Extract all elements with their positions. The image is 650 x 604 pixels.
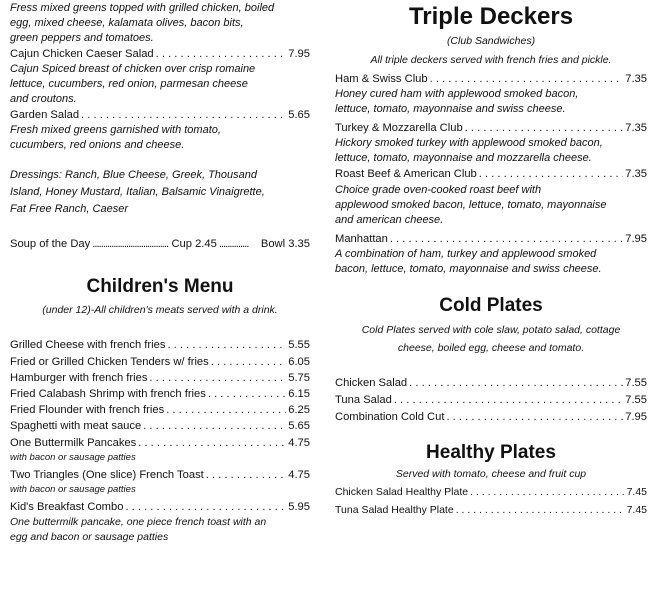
item-price: 5.75: [288, 371, 310, 384]
cold-note: [335, 321, 647, 357]
item-desc: [335, 136, 647, 166]
item-name: Grilled Cheese with french fries: [10, 339, 166, 352]
item-desc: with bacon or sausage patties: [10, 484, 136, 496]
dot-leader: [138, 435, 286, 451]
menu-item: [335, 231, 647, 247]
desc-line: Fress mixed greens topped with grilled chicken, boiled: [10, 2, 275, 14]
item-name: Two Triangles (One slice) French Toast: [10, 468, 204, 481]
item-name: Combination Cold Cut: [335, 411, 445, 424]
desc-line: egg, mixed cheese, kalamata olives, bacon bits,: [10, 17, 244, 29]
desc-line: green peppers and tomatoes.: [10, 32, 154, 44]
menu-item: [335, 375, 647, 391]
desc-line: Hickory smoked turkey with applewood smoked bacon,: [335, 137, 603, 150]
item-price: 7.55: [625, 394, 647, 407]
item-price: 5.95: [288, 501, 310, 514]
desc-line: egg and bacon or sausage patties: [10, 530, 169, 543]
dot-leader: [470, 484, 624, 500]
children-items: [10, 337, 310, 544]
section-title-children: Children's Menu: [86, 276, 234, 298]
item-desc: [335, 87, 647, 117]
desc-line: and american cheese.: [335, 213, 444, 226]
item-desc: [335, 183, 647, 228]
item-price: 7.35: [625, 73, 647, 85]
dot-leader: [81, 107, 286, 123]
desc-line: applewood smoked bacon, lettuce, tomato, mayonnaise: [335, 198, 607, 211]
children-subtitle: (under 12)-All children's meats served with a drink.: [42, 304, 278, 317]
dot-leader: [156, 46, 287, 62]
dot-leader: [456, 502, 625, 518]
desc-line: and croutons.: [10, 93, 77, 106]
desc-line: lettuce, tomato, mayonnaise and mozzarella cheese.: [335, 152, 592, 165]
triple-subtitle: (Club Sandwiches): [446, 35, 536, 47]
item-price: 7.35: [625, 168, 647, 181]
dot-leader: [167, 337, 286, 353]
desc-line: A combination of ham, turkey and applewood smoked: [335, 247, 597, 260]
dot-leader: [208, 386, 286, 402]
desc-line: Cold Plates served with cole slaw, potato salad, cottage: [361, 323, 621, 336]
left-column: [10, 0, 310, 544]
salad-intro-desc: [10, 1, 310, 46]
cajun-salad-desc: [10, 62, 310, 107]
menu-item-cajun-salad: [10, 46, 310, 62]
menu-item: [335, 71, 647, 87]
item-price: 4.75: [288, 436, 310, 449]
item-price: 5.65: [288, 109, 310, 122]
item-name: Spaghetti with meat sauce: [10, 420, 142, 433]
menu-item: [10, 386, 310, 402]
item-name: One Buttermilk Pancakes: [10, 436, 137, 449]
menu-item: [10, 418, 310, 434]
desc-line: cheese, boiled egg, cheese and tomato.: [397, 341, 585, 354]
dot-leader: [206, 467, 286, 483]
healthy-note: Served with tomato, cheese and fruit cup: [395, 468, 587, 481]
item-name: Fried Flounder with french fries: [10, 404, 165, 417]
item-name: Chicken Salad Healthy Plate: [335, 486, 469, 499]
item-price-cup: Cup 2.45: [171, 238, 217, 251]
menu-item: [10, 402, 310, 418]
triple-items: [335, 71, 647, 277]
dot-leader: [219, 236, 259, 252]
dot-leader: [479, 166, 623, 182]
cold-items: [335, 375, 647, 426]
dot-leader: [211, 354, 286, 370]
right-column: [335, 0, 647, 518]
desc-line: Island, Honey Mustard, Italian, Balsamic Vinaigrette,: [10, 186, 265, 199]
desc-line: Fat Free Ranch, Caeser: [10, 203, 128, 216]
healthy-items: [335, 484, 647, 517]
item-name: Ham & Swiss Club: [335, 73, 428, 85]
desc-line: Honey cured ham with applewood smoked bacon,: [335, 88, 579, 101]
item-price: 7.95: [288, 48, 310, 60]
dressings-list: [10, 167, 310, 218]
item-price: 7.55: [625, 376, 647, 389]
item-name: Fried or Grilled Chicken Tenders w/ fries: [10, 355, 209, 368]
item-price: 5.65: [288, 420, 310, 433]
menu-item: [10, 499, 310, 515]
item-name: Turkey & Mozzarella Club: [335, 122, 463, 135]
desc-line: lettuce, cucumbers, red onion, parmesan cheese: [10, 78, 248, 91]
item-price: 7.95: [625, 232, 647, 245]
dot-leader: [390, 231, 623, 247]
item-price-bowl: Bowl 3.35: [260, 238, 310, 251]
item-name: Hamburger with french fries: [10, 371, 148, 384]
dot-leader: [430, 71, 624, 87]
menu-item: [10, 337, 310, 353]
menu-item: [10, 370, 310, 386]
desc-line: One buttermilk pancake, one piece french toast with an: [10, 516, 267, 529]
garden-salad-desc: [10, 123, 310, 153]
item-price: 4.75: [288, 468, 310, 481]
item-price: 7.95: [625, 411, 647, 424]
item-name: Kid's Breakfast Combo: [10, 501, 124, 514]
menu-item: [10, 354, 310, 370]
dot-leader: [143, 418, 286, 434]
menu-item-garden-salad: [10, 107, 310, 123]
desc-line: lettuce, tomato, mayonnaise and swiss cheese.: [335, 103, 566, 116]
desc-line: bacon, lettuce, tomato, mayonnaise and swiss cheese.: [335, 262, 602, 275]
item-name: Manhattan: [335, 232, 388, 245]
dot-leader: [149, 370, 286, 386]
section-title-healthy-plates: Healthy Plates: [426, 442, 556, 464]
menu-item: [335, 166, 647, 182]
desc-line: Fresh mixed greens garnished with tomato,: [10, 124, 221, 137]
item-name: Fried Calabash Shrimp with french fries: [10, 388, 206, 401]
item-price: 7.45: [626, 503, 647, 516]
item-name: Soup of the Day: [10, 238, 91, 251]
dot-leader: [125, 499, 286, 515]
desc-line: Choice grade oven-cooked roast beef with: [335, 183, 542, 196]
triple-note: All triple deckers served with french fries and pickle.: [370, 54, 612, 66]
item-desc: [10, 515, 310, 544]
menu-item: [10, 467, 310, 483]
item-desc: with bacon or sausage patties: [10, 451, 136, 463]
item-name: Cajun Chicken Caeser Salad: [10, 48, 154, 60]
desc-line: Dressings: Ranch, Blue Cheese, Greek, Thousand: [10, 169, 258, 182]
menu-item: [10, 435, 310, 451]
item-price: 5.55: [288, 339, 310, 352]
dot-leader: [92, 236, 169, 252]
dot-leader: [465, 120, 624, 136]
menu-item: [335, 502, 647, 518]
item-name: Garden Salad: [10, 109, 80, 122]
menu-item: [335, 392, 647, 408]
menu-item: [335, 484, 647, 500]
dot-leader: [394, 392, 623, 408]
desc-line: Cajun Spiced breast of chicken over crisp romaine: [10, 63, 256, 76]
item-name: Chicken Salad: [335, 376, 408, 389]
item-price: 6.15: [288, 388, 310, 401]
dot-leader: [166, 402, 286, 418]
menu-item-soup: [10, 236, 310, 252]
menu-item: [335, 409, 647, 425]
item-price: 6.05: [288, 355, 310, 368]
item-name: Tuna Salad Healthy Plate: [335, 503, 454, 516]
item-name: Roast Beef & American Club: [335, 168, 477, 181]
dot-leader: [446, 409, 623, 425]
item-name: Tuna Salad: [335, 394, 392, 407]
desc-line: cucumbers, red onions and cheese.: [10, 139, 185, 152]
section-title-cold-plates: Cold Plates: [439, 294, 543, 316]
section-title-triple-deckers: Triple Deckers: [408, 3, 574, 30]
item-price: 7.35: [625, 122, 647, 135]
menu-item: [335, 120, 647, 136]
dot-leader: [409, 375, 623, 391]
item-desc: [335, 247, 647, 277]
item-price: 7.45: [626, 486, 647, 499]
item-price: 6.25: [288, 404, 310, 417]
